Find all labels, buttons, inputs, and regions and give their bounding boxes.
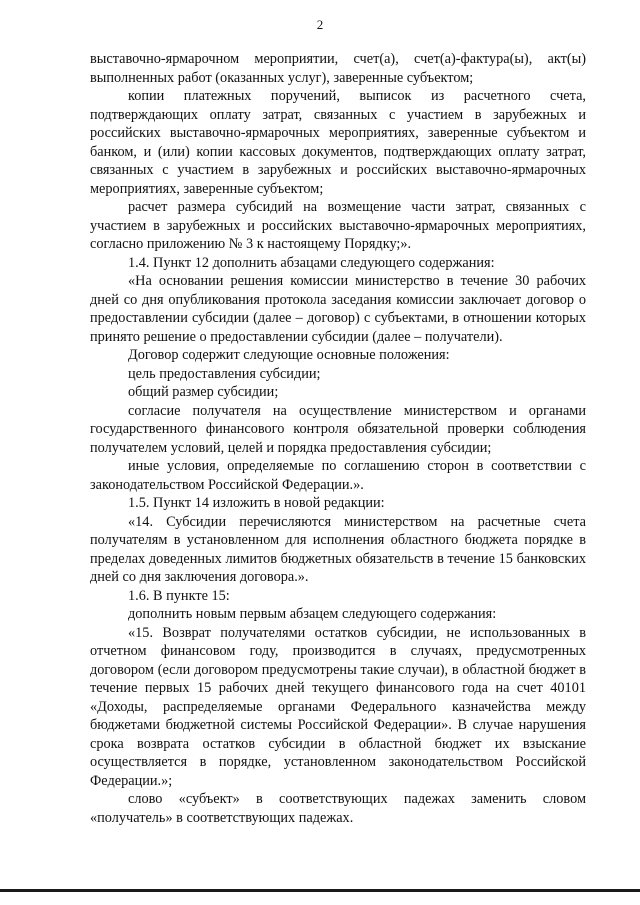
paragraph-subsidy-purpose: цель предоставления субсидии; [128, 365, 321, 382]
paragraph-other-conditions: иные условия, определяемые по соглашению сторон в соответствии с законодательством Российской Федерации.». [90, 458, 586, 493]
paragraph-add-first-paragraph: дополнить новым первым абзацем следующего содержания: [128, 606, 497, 622]
paragraph-item-1-4: 1.4. Пункт 12 дополнить абзацами следующего содержания: [128, 254, 495, 271]
page-number: 2 [316, 17, 324, 32]
paragraph-continuation: выставочно-ярмарочном мероприятии, счет(а), счет(а)-фактура(ы), акт(ы) выполненных работ (оказанных услуг), заверенные субъектом; [90, 51, 586, 86]
paragraph-subsidy-calculation: расчет размера субсидий на возмещение части затрат, связанных с участием в зарубежных и российских выставочно-ярмарочных мероприятиях, согласно приложению № 3 к настоящему Порядку;». [90, 199, 586, 252]
paragraph-item-1-6: 1.6. В пункте 15: [128, 587, 230, 604]
paragraph-commission-decision: «На основании решения комиссии министерство в течение 30 рабочих дней со дня опубликования протокола заседания комиссии заключает договор о предоставлении субсидии (далее – договор) с субъектами, в отношении которых принято решение о предоставлении субсидии (далее – получатели). [90, 273, 586, 345]
paragraph-clause-15: «15. Возврат получателями остатков субсидии, не использованных в отчетном финансовом году, производится в случаях, предусмотренных договором (если договором предусмотрены такие случаи), в областной бюджет в течение первых 15 рабочих дней текущего финансового года на счет 40101 «Доходы, распределяемые органами Федерального казначейства между бюджетами бюджетной системы Российской Федерации». В случае нарушения срока возврата остатков субсидии в областной бюджет их взыскание осуществляется в порядке, установленном законодательством Российской Федерации.»; [90, 624, 586, 789]
paragraph-word-replacement: слово «субъект» в соответствующих падежах заменить словом «получатель» в соответствующих падежах. [90, 791, 586, 826]
paragraph-payment-orders: копии платежных поручений, выписок из расчетного счета, подтверждающих оплату затрат, связанных с участием в зарубежных и российских выставочно-ярмарочных мероприятиях, заверенные субъектом и банком, и (или) копии кассовых документов, подтверждающих оплату затрат, связанных с участием в зарубежных и российских выставочно-ярмарочных мероприятиях, заверенные субъектом; [90, 88, 586, 197]
scan-border-line [0, 889, 640, 892]
paragraph-contract-provisions: Договор содержит следующие основные положения: [128, 347, 450, 363]
paragraph-item-1-5: 1.5. Пункт 14 изложить в новой редакции: [128, 495, 385, 511]
paragraph-recipient-consent: согласие получателя на осуществление министерством и органами государственного финансового контроля обязательной проверки соблюдения получателем условий, целей и порядка предоставления субсидии; [90, 402, 586, 456]
paragraph-subsidy-amount: общий размер субсидии; [128, 384, 279, 400]
document-body [90, 50, 586, 827]
paragraph-clause-14: «14. Субсидии перечисляются министерством на расчетные счета получателям в установленном для исполнения областного бюджета порядке в пределах доведенных лимитов бюджетных обязательств в течение 15 банковских дней со дня заключения договора.». [90, 513, 586, 585]
